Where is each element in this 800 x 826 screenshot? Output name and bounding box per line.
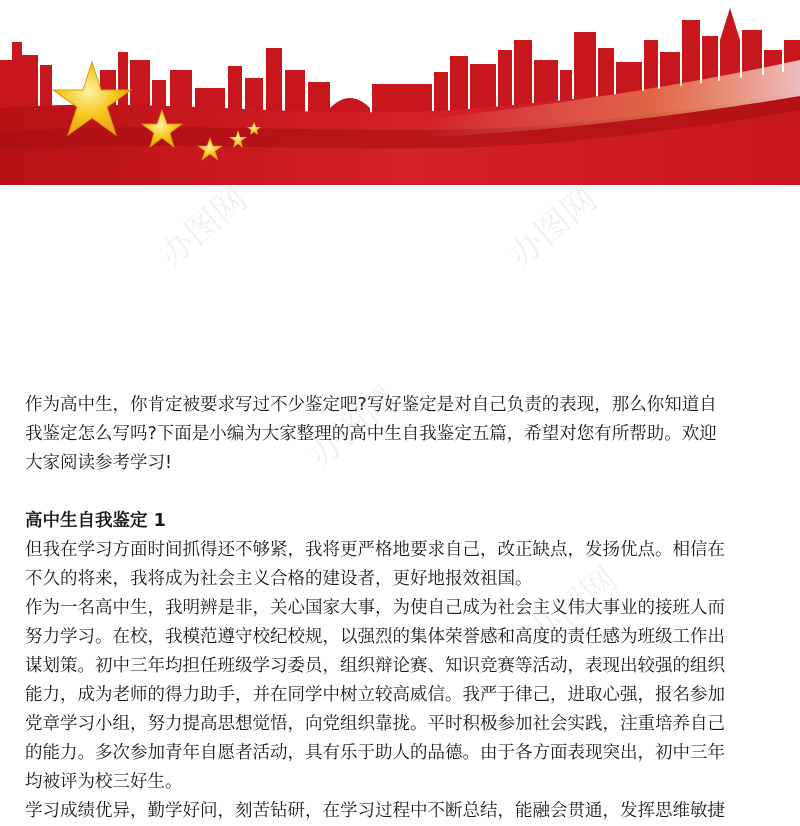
watermark: 办图网: [151, 179, 256, 276]
text-line: 作为一名高中生，我明辨是非，关心国家大事，为使自己成为社会主义伟大事业的接班人而: [25, 598, 725, 618]
text-line: 党章学习小组，努力提高思想觉悟，向党组织靠拢。平时积极参加社会实践，注重培养自己: [25, 714, 725, 734]
paragraph-3: [25, 797, 785, 826]
city-skyline-illustration: [0, 0, 800, 185]
section-title: 高中生自我鉴定 1: [25, 511, 166, 531]
text-line: 能力，成为老师的得力助手，并在同学中树立较高威信。我严于律己，进取心强，报名参加: [25, 685, 725, 705]
text-line: 学习成绩优异，勤学好问，刻苦钻研，在学习过程中不断总结，能融会贯通，发挥思维敏捷: [25, 801, 725, 821]
watermark: 办图网: [301, 379, 406, 476]
paragraph-2: [25, 594, 785, 797]
text-line: 谋划策。初中三年均担任班级学习委员，组织辩论赛、知识竞赛等活动，表现出较强的组织: [25, 656, 725, 676]
intro-paragraph: [25, 391, 785, 478]
watermark: 办图网: [501, 179, 606, 276]
text-line: 的能力。多次参加青年自愿者活动，具有乐于助人的品德。由于各方面表现突出，初中三年: [25, 743, 725, 763]
text-line: 但我在学习方面时间抓得还不够紧，我将更严格地要求自己，改正缺点，发扬优点。相信在: [25, 540, 725, 560]
paragraph-1: [25, 536, 785, 594]
text-line: 我鉴定怎么写吗?下面是小编为大家整理的高中生自我鉴定五篇，希望对您有所帮助。欢迎: [25, 424, 717, 444]
watermark: 办图网: [521, 559, 626, 656]
text-line: 作为高中生，你肯定被要求写过不少鉴定吧?写好鉴定是对自己负责的表现，那么你知道自: [25, 395, 717, 415]
document-body: [25, 391, 785, 826]
text-line: 均被评为校三好生。: [25, 772, 183, 792]
text-line: 不久的将来，我将成为社会主义合格的建设者，更好地报效祖国。: [25, 569, 533, 589]
header-banner: [0, 0, 800, 185]
text-line: 努力学习。在校，我模范遵守校纪校规，以强烈的集体荣誉感和高度的责任感为班级工作出: [25, 627, 725, 647]
text-line: 大家阅读参考学习!: [25, 453, 173, 473]
